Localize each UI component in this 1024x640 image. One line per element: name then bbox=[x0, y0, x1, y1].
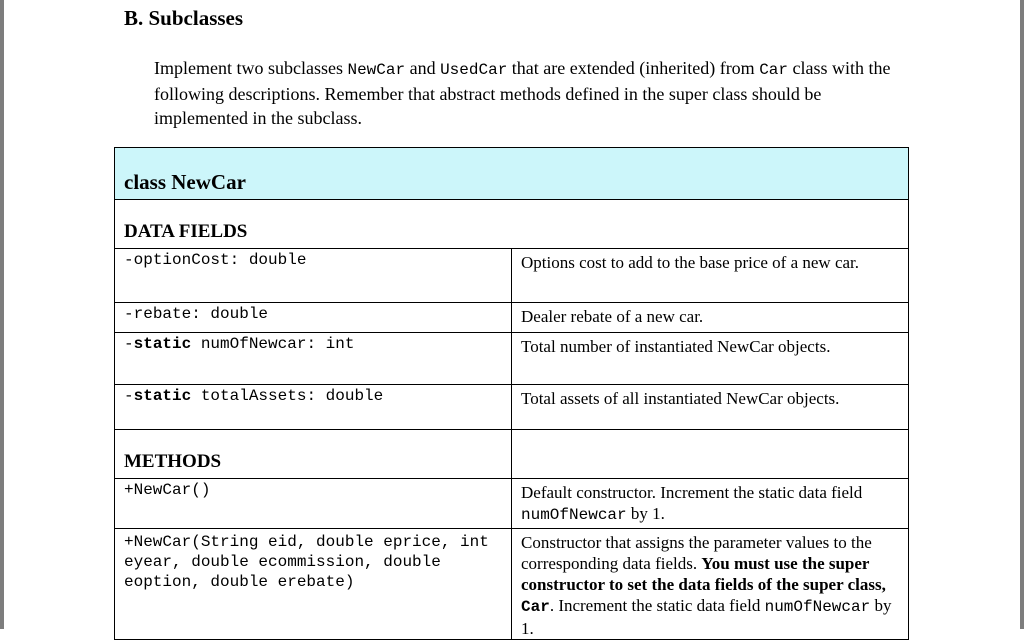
field-signature: -rebate: double bbox=[115, 303, 512, 333]
intro-code-newcar: NewCar bbox=[347, 61, 406, 79]
methods-header-cell bbox=[115, 430, 512, 479]
intro-paragraph bbox=[154, 56, 894, 130]
intro-code-usedcar: UsedCar bbox=[440, 61, 508, 79]
viewer-left-border bbox=[0, 0, 4, 629]
empty-cell bbox=[512, 430, 909, 479]
class-title: class NewCar bbox=[124, 170, 246, 194]
field-description: Dealer rebate of a new car. bbox=[512, 303, 909, 333]
table-row bbox=[115, 430, 909, 479]
methods-label: METHODS bbox=[124, 451, 222, 472]
data-fields-header-cell bbox=[115, 200, 909, 249]
class-header-cell bbox=[115, 148, 909, 200]
intro-text: class with the following descriptions. Remember that abstract methods defined in the super class should be implemented in the subclass. bbox=[154, 58, 891, 128]
intro-text: that are extended (inherited) from bbox=[507, 58, 760, 78]
viewer-right-border bbox=[1020, 0, 1024, 629]
data-fields-label: DATA FIELDS bbox=[124, 221, 248, 242]
table-row bbox=[115, 479, 909, 529]
section-heading: B. Subclasses bbox=[124, 6, 244, 30]
field-signature: -static totalAssets: double bbox=[115, 385, 512, 430]
method-description: Constructor that assigns the parameter values to the corresponding data fields. You must use the super constructor to set the data fields of the super class, Car. Increment the static data field numOfNewcar by 1. bbox=[512, 529, 909, 640]
field-signature: -optionCost: double bbox=[115, 249, 512, 303]
field-description: Total number of instantiated NewCar objects. bbox=[512, 333, 909, 385]
table-row bbox=[115, 249, 909, 303]
method-signature: +NewCar(String eid, double eprice, int eyear, double ecommission, double eoption, double erebate) bbox=[115, 529, 512, 640]
table-row bbox=[115, 529, 909, 640]
intro-text: and bbox=[405, 58, 441, 78]
intro-text: Implement two subclasses bbox=[154, 58, 348, 78]
method-signature: +NewCar() bbox=[115, 479, 512, 529]
table-row bbox=[115, 385, 909, 430]
method-description: Default constructor. Increment the static data field numOfNewcar by 1. bbox=[512, 479, 909, 529]
field-signature: -static numOfNewcar: int bbox=[115, 333, 512, 385]
class-spec-table bbox=[114, 147, 909, 640]
field-description: Total assets of all instantiated NewCar objects. bbox=[512, 385, 909, 430]
intro-code-car: Car bbox=[759, 61, 788, 79]
table-row bbox=[115, 333, 909, 385]
field-description: Options cost to add to the base price of a new car. bbox=[512, 249, 909, 303]
table-row bbox=[115, 303, 909, 333]
